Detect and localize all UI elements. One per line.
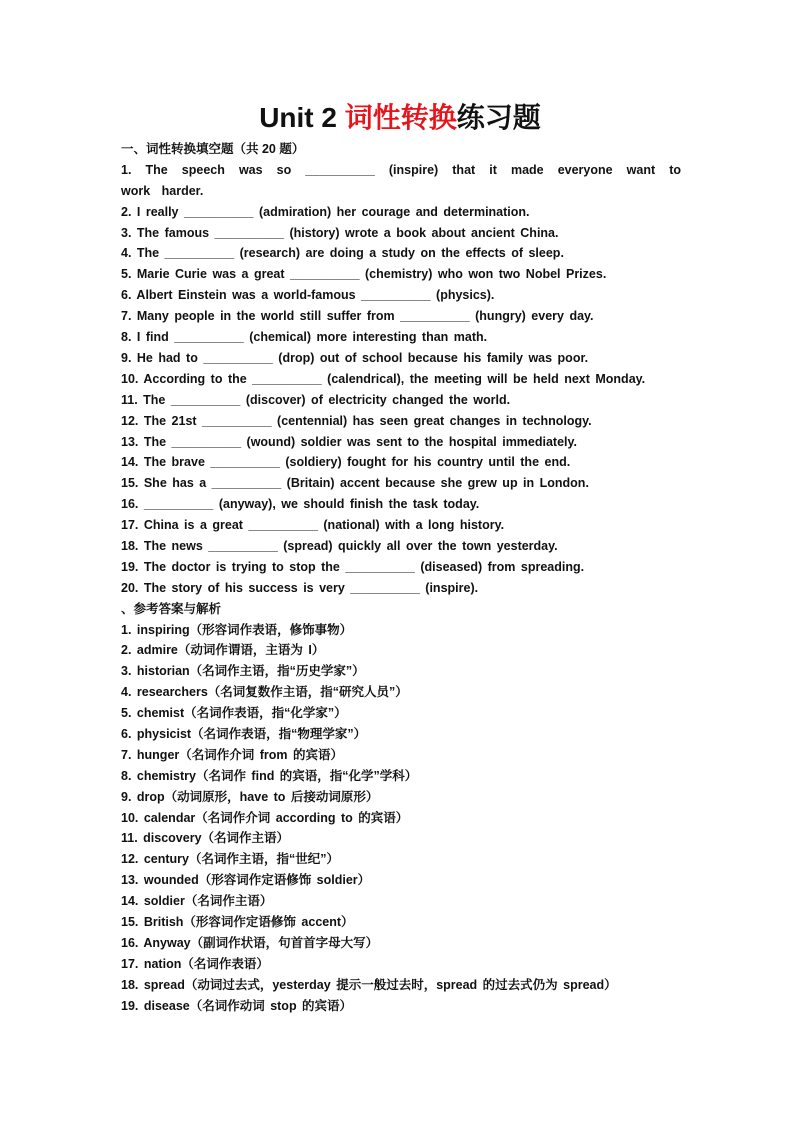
- question-item: 11. The __________ (discover) of electricity changed the world.: [121, 392, 511, 407]
- answer-item: 8. chemistry（名词作 find 的宾语，指“化学”学科）: [121, 768, 418, 783]
- question-item: 7. Many people in the world still suffer from __________ (hungry) every day.: [121, 309, 594, 324]
- section-heading-exercises: 一、词性转换填空题（共 20 题）: [121, 142, 305, 156]
- title-suffix: 练习题: [456, 102, 541, 133]
- answer-item: 16. Anyway（副词作状语，句首首字母大写）: [121, 935, 379, 950]
- answer-item: 9. drop（动词原形，have to 后接动词原形）: [121, 789, 379, 804]
- title-prefix: Unit 2: [259, 102, 345, 133]
- answer-item: 4. researchers（名词复数作主语，指“研究人员”）: [121, 685, 408, 700]
- question-item: 5. Marie Curie was a great __________ (chemistry) who won two Nobel Prizes.: [121, 267, 607, 282]
- answer-item: 18. spread（动词过去式，yesterday 提示一般过去时，spread 的过去式仍为 spread）: [121, 977, 617, 992]
- answer-item: 6. physicist（名词作表语，指“物理学家”）: [121, 726, 367, 741]
- question-item: 17. China is a great __________ (national) with a long history.: [121, 518, 505, 533]
- question-item: 19. The doctor is trying to stop the __________ (diseased) from spreading.: [121, 559, 585, 574]
- section-heading-answers: 、参考答案与解析: [121, 601, 222, 616]
- question-item: 14. The brave __________ (soldiery) fought for his country until the end.: [121, 455, 571, 470]
- question-item: 20. The story of his success is very __________ (inspire).: [121, 580, 479, 595]
- question-item: 12. The 21st __________ (centennial) has seen great changes in technology.: [121, 413, 592, 428]
- question-item: 8. I find __________ (chemical) more interesting than math.: [121, 330, 488, 345]
- answer-item: 19. disease（名词作动词 stop 的宾语）: [121, 998, 353, 1013]
- question-item: 13. The __________ (wound) soldier was sent to the hospital immediately.: [121, 434, 578, 449]
- answer-item: 5. chemist（名词作表语，指“化学家”）: [121, 706, 347, 721]
- page-title: [0, 98, 800, 138]
- answer-item: 10. calendar（名词作介词 according to 的宾语）: [121, 810, 409, 825]
- question-item: 10. According to the __________ (calendrical), the meeting will be held next Monday.: [121, 371, 646, 386]
- answer-item: 17. nation（名词作表语）: [121, 956, 269, 971]
- answer-item: 3. historian（名词作主语，指“历史学家”）: [121, 664, 365, 679]
- document-body: [121, 139, 681, 1016]
- answer-item: 15. British（形容词作定语修饰 accent）: [121, 914, 354, 929]
- question-item: 18. The news __________ (spread) quickly all over the town yesterday.: [121, 538, 558, 553]
- answer-item: 13. wounded（形容词作定语修饰 soldier）: [121, 873, 371, 888]
- question-item: 3. The famous __________ (history) wrote a book about ancient China.: [121, 225, 559, 240]
- question-item: 1. The speech was so __________ (inspire) that it made everyone want to work harder.: [121, 162, 681, 198]
- answer-item: 7. hunger（名词作介词 from 的宾语）: [121, 747, 343, 762]
- title-highlight: 词性转换: [344, 102, 457, 133]
- question-item: 16. __________ (anyway), we should finish the task today.: [121, 497, 480, 512]
- answer-item: 14. soldier（名词作主语）: [121, 894, 273, 909]
- question-item: 9. He had to __________ (drop) out of school because his family was poor.: [121, 350, 589, 365]
- question-item: 4. The __________ (research) are doing a study on the effects of sleep.: [121, 246, 564, 261]
- question-item: 2. I really __________ (admiration) her courage and determination.: [121, 204, 530, 219]
- question-item: 15. She has a __________ (Britain) accent because she grew up in London.: [121, 476, 589, 491]
- answer-item: 12. century（名词作主语，指“世纪”）: [121, 852, 340, 867]
- answer-item: 11. discovery（名词作主语）: [121, 831, 290, 846]
- answer-item: 2. admire（动词作谓语，主语为 I）: [121, 643, 325, 658]
- question-item: 6. Albert Einstein was a world-famous __________ (physics).: [121, 288, 495, 303]
- answer-item: 1. inspiring（形容词作表语，修饰事物）: [121, 622, 353, 637]
